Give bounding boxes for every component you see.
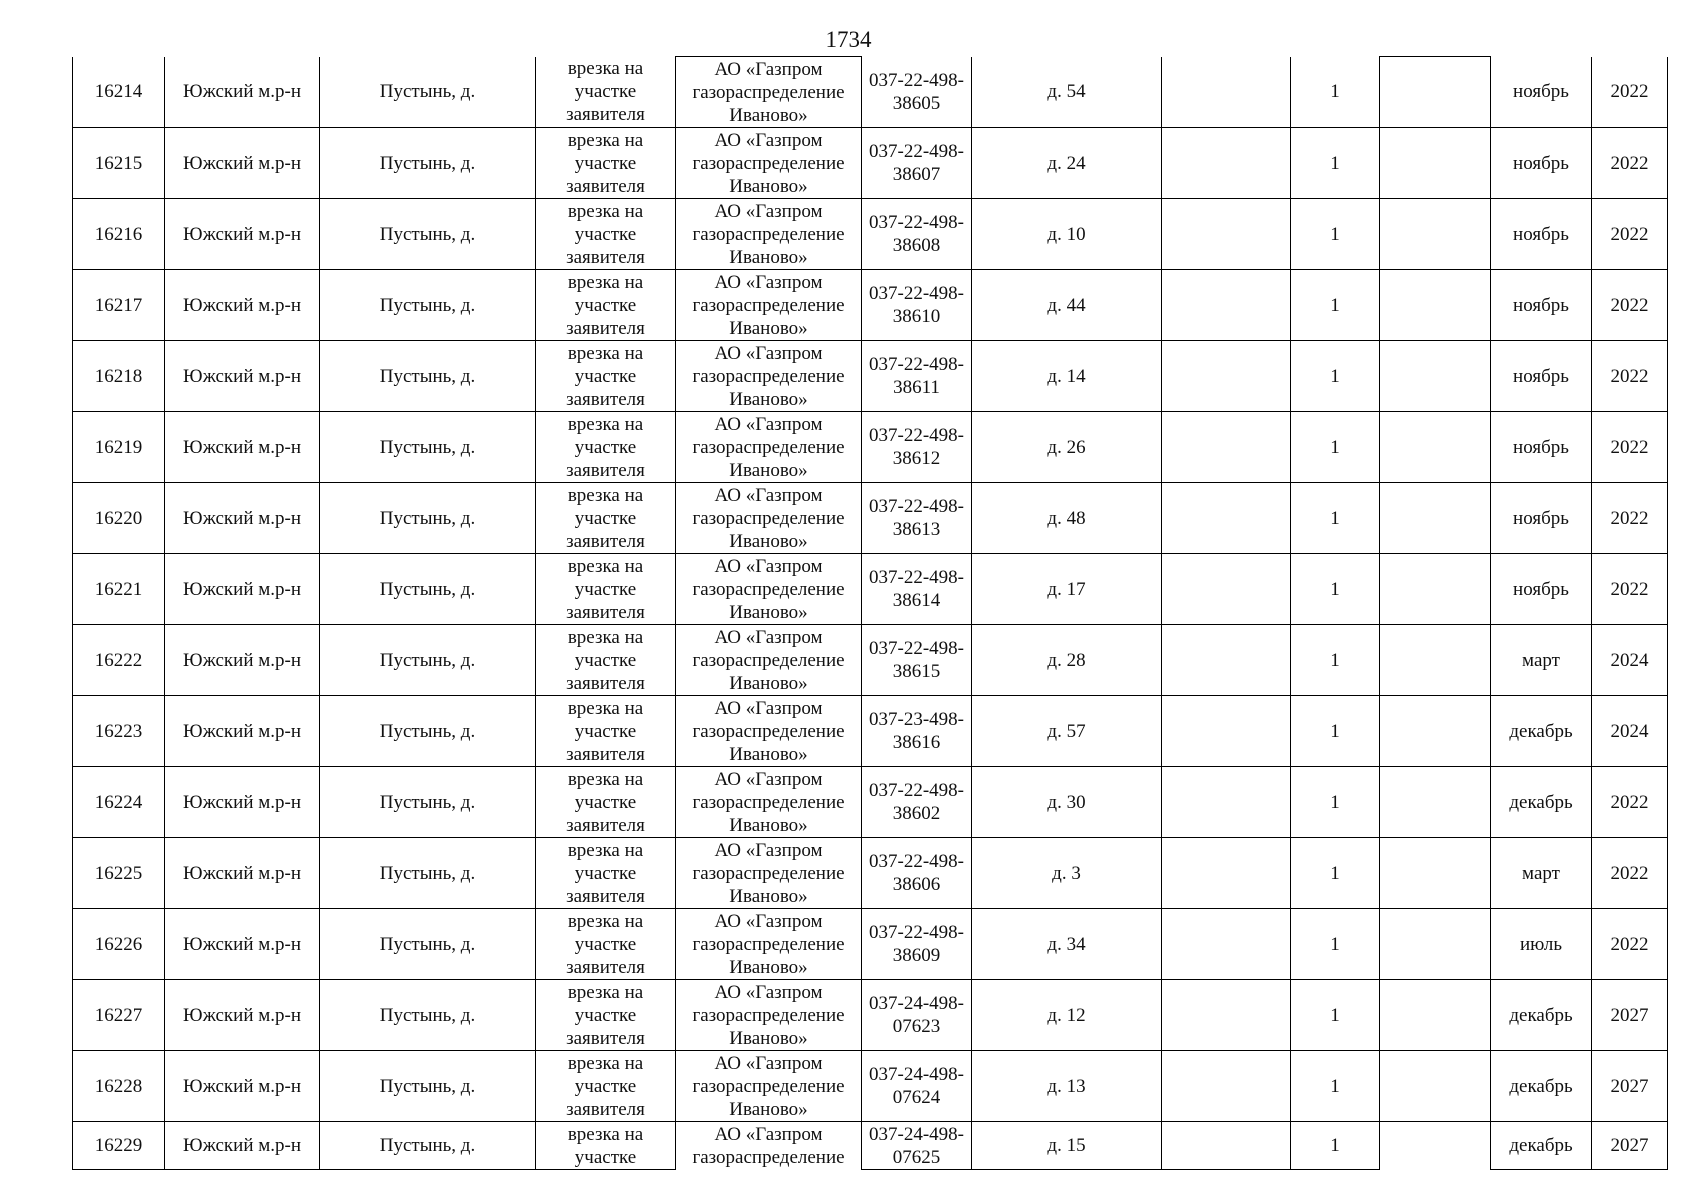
count-cell: 1 xyxy=(1291,767,1380,838)
year-cell: 2027 xyxy=(1592,1051,1668,1122)
month-cell: ноябрь xyxy=(1491,57,1592,128)
row-id-cell: 16221 xyxy=(73,554,165,625)
table-row xyxy=(73,483,1668,554)
month-cell: март xyxy=(1491,838,1592,909)
year-cell: 2022 xyxy=(1592,838,1668,909)
district-cell: Южский м.р-н xyxy=(165,554,320,625)
year-cell: 2022 xyxy=(1592,199,1668,270)
row-id-cell: 16215 xyxy=(73,128,165,199)
contract-number-cell: 037-24-498-07623 xyxy=(862,980,972,1051)
locality-cell: Пустынь, д. xyxy=(320,909,536,980)
empty-cell xyxy=(1162,909,1291,980)
year-cell: 2022 xyxy=(1592,57,1668,128)
month-cell: ноябрь xyxy=(1491,483,1592,554)
year-cell: 2022 xyxy=(1592,270,1668,341)
row-id-cell: 16224 xyxy=(73,767,165,838)
contract-number-cell: 037-23-498-38616 xyxy=(862,696,972,767)
count-cell: 1 xyxy=(1291,57,1380,128)
connection-method-cell: врезка на участке заявителя xyxy=(536,341,676,412)
count-cell: 1 xyxy=(1291,1122,1380,1170)
contract-number-cell: 037-22-498-38614 xyxy=(862,554,972,625)
contract-number-cell: 037-22-498-38606 xyxy=(862,838,972,909)
empty-cell xyxy=(1380,199,1491,270)
locality-cell: Пустынь, д. xyxy=(320,625,536,696)
count-cell: 1 xyxy=(1291,128,1380,199)
house-number-cell: д. 34 xyxy=(972,909,1162,980)
count-cell: 1 xyxy=(1291,483,1380,554)
contract-number-cell: 037-22-498-38609 xyxy=(862,909,972,980)
row-id-cell: 16229 xyxy=(73,1122,165,1170)
month-cell: декабрь xyxy=(1491,767,1592,838)
empty-cell xyxy=(1162,1051,1291,1122)
row-id-cell: 16226 xyxy=(73,909,165,980)
year-cell: 2027 xyxy=(1592,980,1668,1051)
connection-method-cell: врезка на участке заявителя xyxy=(536,57,676,128)
house-number-cell: д. 26 xyxy=(972,412,1162,483)
organization-cell: АО «Газпром газораспределение Иваново» xyxy=(676,1051,862,1122)
year-cell: 2022 xyxy=(1592,341,1668,412)
month-cell: ноябрь xyxy=(1491,270,1592,341)
house-number-cell: д. 14 xyxy=(972,341,1162,412)
organization-cell: АО «Газпром газораспределение Иваново» xyxy=(676,696,862,767)
table-row xyxy=(73,696,1668,767)
row-id-cell: 16227 xyxy=(73,980,165,1051)
contract-number-cell: 037-22-498-38611 xyxy=(862,341,972,412)
connection-method-cell: врезка на участке xyxy=(536,1122,676,1170)
table-body xyxy=(73,57,1668,1170)
year-cell: 2022 xyxy=(1592,767,1668,838)
table-row xyxy=(73,199,1668,270)
contract-number-cell: 037-22-498-38615 xyxy=(862,625,972,696)
house-number-cell: д. 15 xyxy=(972,1122,1162,1170)
district-cell: Южский м.р-н xyxy=(165,1051,320,1122)
connection-method-cell: врезка на участке заявителя xyxy=(536,696,676,767)
locality-cell: Пустынь, д. xyxy=(320,767,536,838)
count-cell: 1 xyxy=(1291,625,1380,696)
empty-cell xyxy=(1380,128,1491,199)
contract-number-cell: 037-22-498-38610 xyxy=(862,270,972,341)
table-row xyxy=(73,57,1668,128)
district-cell: Южский м.р-н xyxy=(165,980,320,1051)
district-cell: Южский м.р-н xyxy=(165,341,320,412)
count-cell: 1 xyxy=(1291,412,1380,483)
count-cell: 1 xyxy=(1291,1051,1380,1122)
locality-cell: Пустынь, д. xyxy=(320,270,536,341)
locality-cell: Пустынь, д. xyxy=(320,696,536,767)
connection-method-cell: врезка на участке заявителя xyxy=(536,270,676,341)
table-row xyxy=(73,412,1668,483)
table-row xyxy=(73,128,1668,199)
empty-cell xyxy=(1380,483,1491,554)
year-cell: 2022 xyxy=(1592,554,1668,625)
house-number-cell: д. 12 xyxy=(972,980,1162,1051)
registry-table xyxy=(72,56,1668,1170)
month-cell: декабрь xyxy=(1491,1051,1592,1122)
house-number-cell: д. 3 xyxy=(972,838,1162,909)
district-cell: Южский м.р-н xyxy=(165,625,320,696)
locality-cell: Пустынь, д. xyxy=(320,980,536,1051)
month-cell: ноябрь xyxy=(1491,412,1592,483)
house-number-cell: д. 17 xyxy=(972,554,1162,625)
house-number-cell: д. 28 xyxy=(972,625,1162,696)
empty-cell xyxy=(1162,412,1291,483)
organization-cell: АО «Газпром газораспределение Иваново» xyxy=(676,341,862,412)
contract-number-cell: 037-22-498-38605 xyxy=(862,57,972,128)
count-cell: 1 xyxy=(1291,199,1380,270)
month-cell: ноябрь xyxy=(1491,554,1592,625)
district-cell: Южский м.р-н xyxy=(165,909,320,980)
year-cell: 2024 xyxy=(1592,696,1668,767)
organization-cell: АО «Газпром газораспределение Иваново» xyxy=(676,412,862,483)
count-cell: 1 xyxy=(1291,980,1380,1051)
empty-cell xyxy=(1380,412,1491,483)
month-cell: ноябрь xyxy=(1491,341,1592,412)
organization-cell: АО «Газпром газораспределение Иваново» xyxy=(676,128,862,199)
district-cell: Южский м.р-н xyxy=(165,128,320,199)
connection-method-cell: врезка на участке заявителя xyxy=(536,199,676,270)
connection-method-cell: врезка на участке заявителя xyxy=(536,483,676,554)
connection-method-cell: врезка на участке заявителя xyxy=(536,625,676,696)
empty-cell xyxy=(1162,341,1291,412)
count-cell: 1 xyxy=(1291,838,1380,909)
contract-number-cell: 037-22-498-38608 xyxy=(862,199,972,270)
count-cell: 1 xyxy=(1291,341,1380,412)
house-number-cell: д. 54 xyxy=(972,57,1162,128)
count-cell: 1 xyxy=(1291,554,1380,625)
empty-cell xyxy=(1162,1122,1291,1170)
empty-cell xyxy=(1380,1122,1491,1170)
empty-cell xyxy=(1380,57,1491,128)
house-number-cell: д. 24 xyxy=(972,128,1162,199)
empty-cell xyxy=(1380,909,1491,980)
count-cell: 1 xyxy=(1291,696,1380,767)
row-id-cell: 16217 xyxy=(73,270,165,341)
count-cell: 1 xyxy=(1291,270,1380,341)
contract-number-cell: 037-22-498-38612 xyxy=(862,412,972,483)
empty-cell xyxy=(1162,980,1291,1051)
count-cell: 1 xyxy=(1291,909,1380,980)
table-row xyxy=(73,1122,1668,1170)
month-cell: декабрь xyxy=(1491,1122,1592,1170)
organization-cell: АО «Газпром газораспределение Иваново» xyxy=(676,980,862,1051)
district-cell: Южский м.р-н xyxy=(165,57,320,128)
connection-method-cell: врезка на участке заявителя xyxy=(536,767,676,838)
organization-cell: АО «Газпром газораспределение Иваново» xyxy=(676,838,862,909)
organization-cell: АО «Газпром газораспределение Иваново» xyxy=(676,625,862,696)
empty-cell xyxy=(1380,980,1491,1051)
empty-cell xyxy=(1162,128,1291,199)
empty-cell xyxy=(1162,625,1291,696)
locality-cell: Пустынь, д. xyxy=(320,838,536,909)
district-cell: Южский м.р-н xyxy=(165,270,320,341)
table-row xyxy=(73,767,1668,838)
table-row xyxy=(73,625,1668,696)
contract-number-cell: 037-22-498-38607 xyxy=(862,128,972,199)
organization-cell: АО «Газпром газораспределение Иваново» xyxy=(676,483,862,554)
district-cell: Южский м.р-н xyxy=(165,767,320,838)
organization-cell: АО «Газпром газораспределение xyxy=(676,1122,862,1170)
table-row xyxy=(73,838,1668,909)
table-row xyxy=(73,554,1668,625)
row-id-cell: 16218 xyxy=(73,341,165,412)
organization-cell: АО «Газпром газораспределение Иваново» xyxy=(676,57,862,128)
table-row xyxy=(73,1051,1668,1122)
connection-method-cell: врезка на участке заявителя xyxy=(536,980,676,1051)
contract-number-cell: 037-22-498-38613 xyxy=(862,483,972,554)
month-cell: декабрь xyxy=(1491,980,1592,1051)
empty-cell xyxy=(1380,625,1491,696)
month-cell: июль xyxy=(1491,909,1592,980)
month-cell: ноябрь xyxy=(1491,199,1592,270)
month-cell: ноябрь xyxy=(1491,128,1592,199)
organization-cell: АО «Газпром газораспределение Иваново» xyxy=(676,767,862,838)
organization-cell: АО «Газпром газораспределение Иваново» xyxy=(676,270,862,341)
locality-cell: Пустынь, д. xyxy=(320,57,536,128)
contract-number-cell: 037-22-498-38602 xyxy=(862,767,972,838)
year-cell: 2022 xyxy=(1592,909,1668,980)
month-cell: декабрь xyxy=(1491,696,1592,767)
page-number: 1734 xyxy=(825,27,872,52)
house-number-cell: д. 44 xyxy=(972,270,1162,341)
row-id-cell: 16225 xyxy=(73,838,165,909)
district-cell: Южский м.р-н xyxy=(165,199,320,270)
house-number-cell: д. 57 xyxy=(972,696,1162,767)
month-cell: март xyxy=(1491,625,1592,696)
table-row xyxy=(73,909,1668,980)
empty-cell xyxy=(1380,1051,1491,1122)
row-id-cell: 16219 xyxy=(73,412,165,483)
locality-cell: Пустынь, д. xyxy=(320,1122,536,1170)
house-number-cell: д. 48 xyxy=(972,483,1162,554)
empty-cell xyxy=(1162,57,1291,128)
row-id-cell: 16228 xyxy=(73,1051,165,1122)
empty-cell xyxy=(1380,696,1491,767)
district-cell: Южский м.р-н xyxy=(165,1122,320,1170)
year-cell: 2022 xyxy=(1592,128,1668,199)
empty-cell xyxy=(1162,838,1291,909)
empty-cell xyxy=(1380,554,1491,625)
table-row xyxy=(73,270,1668,341)
row-id-cell: 16220 xyxy=(73,483,165,554)
empty-cell xyxy=(1380,341,1491,412)
district-cell: Южский м.р-н xyxy=(165,696,320,767)
empty-cell xyxy=(1380,270,1491,341)
locality-cell: Пустынь, д. xyxy=(320,1051,536,1122)
row-id-cell: 16222 xyxy=(73,625,165,696)
connection-method-cell: врезка на участке заявителя xyxy=(536,1051,676,1122)
locality-cell: Пустынь, д. xyxy=(320,199,536,270)
row-id-cell: 16223 xyxy=(73,696,165,767)
empty-cell xyxy=(1380,767,1491,838)
contract-number-cell: 037-24-498-07624 xyxy=(862,1051,972,1122)
district-cell: Южский м.р-н xyxy=(165,412,320,483)
empty-cell xyxy=(1162,270,1291,341)
connection-method-cell: врезка на участке заявителя xyxy=(536,909,676,980)
locality-cell: Пустынь, д. xyxy=(320,412,536,483)
row-id-cell: 16214 xyxy=(73,57,165,128)
empty-cell xyxy=(1162,767,1291,838)
empty-cell xyxy=(1162,554,1291,625)
organization-cell: АО «Газпром газораспределение Иваново» xyxy=(676,199,862,270)
locality-cell: Пустынь, д. xyxy=(320,128,536,199)
district-cell: Южский м.р-н xyxy=(165,838,320,909)
empty-cell xyxy=(1162,696,1291,767)
table-row xyxy=(73,980,1668,1051)
empty-cell xyxy=(1162,483,1291,554)
district-cell: Южский м.р-н xyxy=(165,483,320,554)
connection-method-cell: врезка на участке заявителя xyxy=(536,412,676,483)
table-row xyxy=(73,341,1668,412)
connection-method-cell: врезка на участке заявителя xyxy=(536,838,676,909)
locality-cell: Пустынь, д. xyxy=(320,554,536,625)
organization-cell: АО «Газпром газораспределение Иваново» xyxy=(676,554,862,625)
year-cell: 2027 xyxy=(1592,1122,1668,1170)
locality-cell: Пустынь, д. xyxy=(320,483,536,554)
locality-cell: Пустынь, д. xyxy=(320,341,536,412)
year-cell: 2024 xyxy=(1592,625,1668,696)
house-number-cell: д. 10 xyxy=(972,199,1162,270)
house-number-cell: д. 13 xyxy=(972,1051,1162,1122)
organization-cell: АО «Газпром газораспределение Иваново» xyxy=(676,909,862,980)
connection-method-cell: врезка на участке заявителя xyxy=(536,128,676,199)
contract-number-cell: 037-24-498-07625 xyxy=(862,1122,972,1170)
connection-method-cell: врезка на участке заявителя xyxy=(536,554,676,625)
year-cell: 2022 xyxy=(1592,483,1668,554)
empty-cell xyxy=(1162,199,1291,270)
year-cell: 2022 xyxy=(1592,412,1668,483)
empty-cell xyxy=(1380,838,1491,909)
row-id-cell: 16216 xyxy=(73,199,165,270)
house-number-cell: д. 30 xyxy=(972,767,1162,838)
